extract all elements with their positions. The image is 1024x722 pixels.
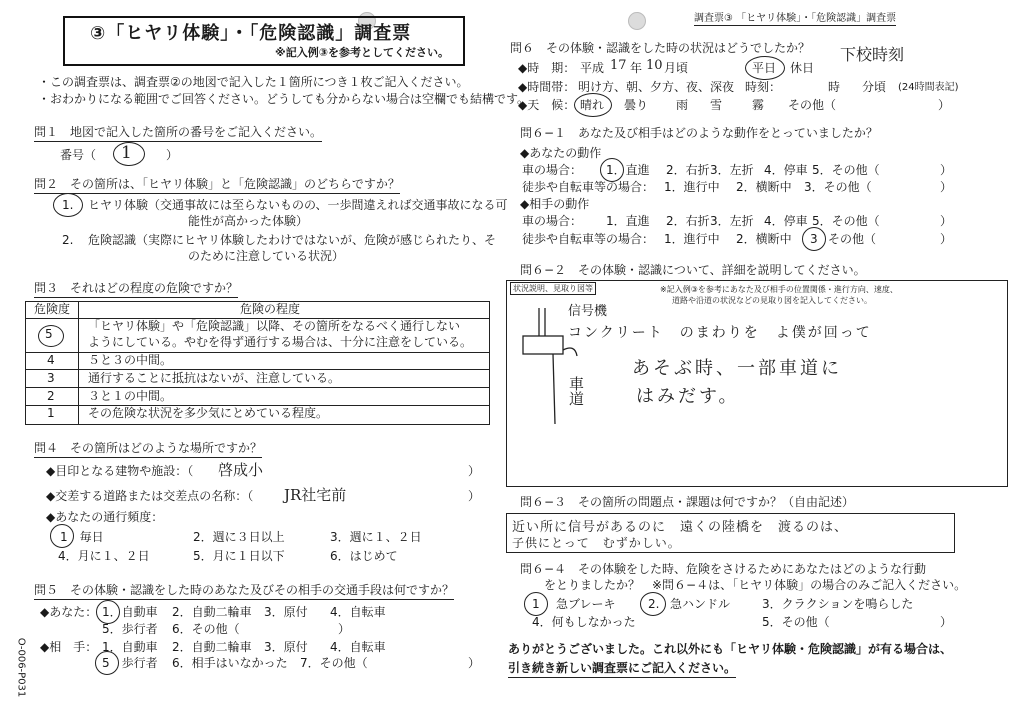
- q6-question: 問６ その体験・認識をした時の状況はどうでしたか？: [510, 41, 811, 55]
- q61-you-header: ◆あなたの動作: [520, 146, 602, 160]
- q5-you-option: 6．その他（: [172, 622, 240, 636]
- q61-walk2-option: 1．進行中: [664, 232, 720, 246]
- q2-opt1-num: 1.: [62, 198, 74, 212]
- q5-other-option: ）: [468, 656, 481, 670]
- q61-walk-label: 徒歩や自転車等の場合：: [522, 180, 655, 194]
- q62-note-1: ※記入例③を参考にあなた及び相手の位置関係・進行方向、速度、: [660, 285, 898, 294]
- q4-freq-option: 3．週に１、２日: [330, 530, 422, 544]
- q5-you-option: 5．歩行者: [102, 622, 158, 636]
- q5-other-option: 6．相手はいなかった: [172, 656, 288, 670]
- q64-option: 5．その他（: [762, 615, 830, 629]
- q63-question: 問６−３ その箇所の問題点・課題は何ですか？（自由記述）: [520, 495, 855, 509]
- page-title: ③「ヒヤリ体験」・「危険認識」調査票: [90, 23, 412, 44]
- q3-row-text: 「ヒヤリ体験」や「危険認識」以降、その箇所をなるべく通行しない: [88, 319, 461, 333]
- q64-option: 1: [532, 597, 540, 611]
- q64-circle: [640, 592, 666, 616]
- q4-question: 問４ その箇所はどのような場所ですか？: [34, 441, 262, 458]
- q5-question: 問５ その体験・認識をした時のあなた及びその相手の交通手段は何ですか？: [34, 583, 454, 600]
- q64-circle: [524, 592, 548, 616]
- q4-landmark-close: ）: [468, 464, 481, 478]
- q4-freq-option: 4．月に１、２日: [58, 549, 150, 563]
- q6-period-era: 平成: [580, 61, 605, 75]
- q3-row-level: 5: [45, 327, 53, 341]
- q6-period-suffix: 月頃: [664, 61, 689, 75]
- footer-line-1: ありがとうございました。これ以外にも「ヒヤリ体験・危険認識」が有る場合は、: [508, 642, 953, 656]
- q6-period-month: 10: [646, 58, 663, 73]
- q62-handwritten-line: あそぶ時、一部車道に: [632, 358, 842, 379]
- q61-car2-option: 2．右折: [666, 214, 710, 228]
- q2-opt1-line2: 能性が高かった体験）: [188, 214, 309, 228]
- q6-weekday: 平日: [752, 61, 777, 75]
- q6-weather-circle: [574, 93, 612, 117]
- q5-you-circle: [96, 600, 120, 624]
- q62-question: 問６−２ その体験・認識について、詳細を説明してください。: [520, 263, 866, 277]
- q3-row-text: ５と３の中間。: [88, 353, 173, 367]
- header-right-label: 調査票③ 「ヒヤリ体験」・「危険認識」調査票: [694, 13, 897, 24]
- q5-other-label: ◆相 手：: [40, 640, 98, 654]
- q64-question-2: をとりましたか？ ※問６−４は、「ヒヤリ体験」の場合のみご記入ください。: [544, 578, 967, 592]
- q2-opt2-line1: 危険認識（実際にヒヤリ体験したわけではないが、危険が感じられたり、そ: [88, 233, 497, 247]
- q6-weather-option: 霧: [752, 98, 765, 112]
- q4-freq-label: ◆あなたの通行頻度：: [46, 510, 164, 524]
- q4-freq-circle: [50, 524, 74, 548]
- q63-answer-line: 近い所に信号があるのに 遠くの陸橋を 渡るのは、: [512, 520, 849, 535]
- intro-line-2: ・おわかりになる範囲でご回答ください。どうしても分からない場合は空欄でも結構です。: [38, 92, 530, 106]
- q61-car2-option: 4．停車: [764, 214, 808, 228]
- q6-weather-option: 雨: [676, 98, 689, 112]
- q61-car2-option: 3．左折: [710, 214, 754, 228]
- q6-weather-option: 曇り: [624, 98, 649, 112]
- q61-walk2-option: 3: [810, 232, 818, 246]
- q2-question: 問２ その箇所は、「ヒヤリ体験」と「危険認識」のどちらですか？: [34, 177, 400, 194]
- q3-row-text: その危険な状況を多少気にとめている程度。: [88, 406, 329, 420]
- q6-weather-option: 晴れ: [580, 98, 605, 112]
- q63-answer-line: 子供にとって むずかしい。: [512, 536, 681, 550]
- q6-time-note: (24時間表記): [898, 82, 959, 93]
- intro-line-1: ・この調査票は、調査票②の地図で記入した１箇所につき１枚ご記入ください。: [38, 75, 469, 89]
- q3-row-level: 2: [47, 389, 55, 403]
- q61-car-option: 4．停車: [764, 163, 808, 177]
- q61-walk2-option: 2．横断中: [736, 232, 792, 246]
- q5-other-option: 4．自転車: [330, 640, 386, 654]
- q62-sketch: [515, 300, 595, 430]
- q5-you-option: 3．原付: [264, 605, 308, 619]
- q4-road-close: ）: [468, 489, 481, 503]
- q6-holiday: 休日: [790, 61, 815, 75]
- q6-period-year: 17: [610, 58, 627, 73]
- q6-weather-label: ◆天 候：: [518, 98, 576, 112]
- q4-freq-option: 6．はじめて: [330, 549, 398, 563]
- q6-hour: 時: [828, 80, 841, 94]
- q62-note-2: 道路や沿道の状況などの見取り図を記入してください。: [672, 296, 872, 305]
- q5-other-option: 1．自動車: [102, 640, 158, 654]
- q4-road-label: ◆交差する道路または交差点の名称：（: [46, 489, 254, 503]
- q3-level-circle: [38, 325, 64, 347]
- q4-landmark-answer: 啓成小: [218, 461, 264, 479]
- q64-option: 3．クラクションを鳴らした: [762, 597, 914, 611]
- q61-car2-option: ）: [940, 214, 953, 228]
- q4-freq-option: 1 毎日: [60, 530, 104, 544]
- q5-other-option: 7．その他（: [300, 656, 368, 670]
- q64-option: 4．何もしなかった: [532, 615, 636, 629]
- q61-car-option: 1．直進: [606, 163, 650, 177]
- q62-sketch-signal: 信号機: [568, 304, 608, 319]
- q6-timeband-options: 明け方、朝、夕方、夜、深夜: [578, 80, 735, 94]
- q64-option: 急ブレーキ: [556, 597, 616, 611]
- q61-walk-label-2: 徒歩や自転車等の場合：: [522, 232, 655, 246]
- q6-weather-option: ）: [938, 98, 951, 112]
- footer-line-2: 引き続き新しい調査票にご記入ください。: [508, 661, 736, 678]
- q5-you-option: ）: [338, 622, 351, 636]
- q3-question: 問３ それはどの程度の危険ですか？: [34, 281, 238, 298]
- q4-road-answer: JR社宅前: [284, 486, 347, 504]
- q3-row-level: 3: [47, 371, 55, 385]
- q6-handwritten-time: 下校時刻: [840, 45, 905, 64]
- q1-number-label: 番号（: [60, 148, 97, 162]
- side-code: O-006-P031: [15, 637, 27, 698]
- q61-walk-option: 2．横断中: [736, 180, 792, 194]
- q61-car-option: 5．その他（: [812, 163, 880, 177]
- q6-weekday-circle: [745, 56, 785, 80]
- q61-car2-option: 1．直進: [606, 214, 650, 228]
- q64-question-1: 問６−４ その体験をした時、危険をさけるためにあなたはどのような行動: [520, 562, 927, 576]
- q3-row-level: 1: [47, 406, 55, 420]
- q3-row-text: 通行することに抵抗はないが、注意している。: [88, 371, 341, 385]
- q61-car-option: ）: [940, 163, 953, 177]
- q61-walk2-circle: [802, 227, 826, 251]
- q62-handwritten-line: コンクリート のまわりを よ僕が回って: [568, 325, 872, 341]
- q5-other-circle: [95, 651, 119, 675]
- q61-car-option: 2．右折: [666, 163, 710, 177]
- q2-opt2-num: 2.: [62, 233, 74, 247]
- q5-you-label: ◆あなた：: [40, 605, 98, 619]
- q1-number-answer: 1: [121, 143, 132, 163]
- q6-time-label: 時刻：: [745, 80, 782, 94]
- q6-weather-option: 雪: [710, 98, 723, 112]
- q62-handwritten-line: はみだす。: [636, 386, 740, 407]
- q61-car-label-2: 車の場合：: [522, 214, 583, 228]
- q5-you-option: 4．自転車: [330, 605, 386, 619]
- q61-walk2-option: その他（: [828, 232, 877, 246]
- q64-option: 急ハンドル: [670, 597, 731, 611]
- q5-other-option: 5 歩行者: [102, 656, 158, 670]
- q4-freq-option: 2．週に３日以上: [193, 530, 285, 544]
- q5-you-option: 2．自動二輪車: [172, 605, 252, 619]
- q61-walk2-option: ）: [940, 232, 953, 246]
- q1-answer-circle: [113, 142, 145, 166]
- q61-walk-option: 3．その他（: [804, 180, 872, 194]
- q61-car2-option: 5．その他（: [812, 214, 880, 228]
- q4-landmark-label: ◆目印となる建物や施設：（: [46, 464, 194, 478]
- q61-walk-option: 1．進行中: [664, 180, 720, 194]
- q61-walk-option: ）: [940, 180, 953, 194]
- q2-opt1-circle: [53, 193, 83, 217]
- q3-col-level: 危険度: [34, 302, 71, 316]
- q62-sketch-road: 車道: [567, 376, 585, 406]
- q5-you-option: 1．自動車: [102, 605, 158, 619]
- q5-other-option: 2．自動二輪車: [172, 640, 252, 654]
- q61-question: 問６−１ あなた及び相手はどのような動作をとっていましたか？: [520, 126, 878, 140]
- q3-row-level: 4: [47, 353, 55, 367]
- q64-option: 2.: [648, 597, 660, 611]
- q64-option: ）: [940, 615, 953, 629]
- q1-question: 問１ 地図で記入した箇所の番号をご記入ください。: [34, 125, 322, 142]
- q6-period-label: ◆時 期：: [518, 61, 576, 75]
- punch-hole-right: [628, 12, 646, 30]
- q61-car-label: 車の場合：: [522, 163, 583, 177]
- q3-row-text: ようにしている。やむを得ず通行する場合は、十分に注意をしている。: [88, 335, 473, 349]
- q61-car-circle: [600, 158, 624, 182]
- q61-other-header: ◆相手の動作: [520, 197, 590, 211]
- q3-col-degree: 危険の程度: [240, 302, 301, 316]
- q61-car-option: 3．左折: [710, 163, 754, 177]
- q4-freq-option: 5．月に１日以下: [193, 549, 285, 563]
- q2-opt2-line2: のために注意している状況）: [188, 249, 345, 263]
- title-note: ※記入例③を参考としてください。: [275, 46, 450, 59]
- q62-tag: 状況説明、見取り図等: [510, 282, 596, 295]
- q6-minute: 分頃: [862, 80, 887, 94]
- q6-timeband-label: ◆時間帯：: [518, 80, 576, 94]
- q3-row-text: ３と１の中間。: [88, 389, 173, 403]
- q6-weather-option: その他（: [788, 98, 837, 112]
- q2-opt1-line1: ヒヤリ体験（交通事故には至らないものの、一歩間違えれば交通事故になる可: [88, 198, 508, 212]
- q5-other-option: 3．原付: [264, 640, 308, 654]
- q1-number-close: ）: [166, 148, 179, 162]
